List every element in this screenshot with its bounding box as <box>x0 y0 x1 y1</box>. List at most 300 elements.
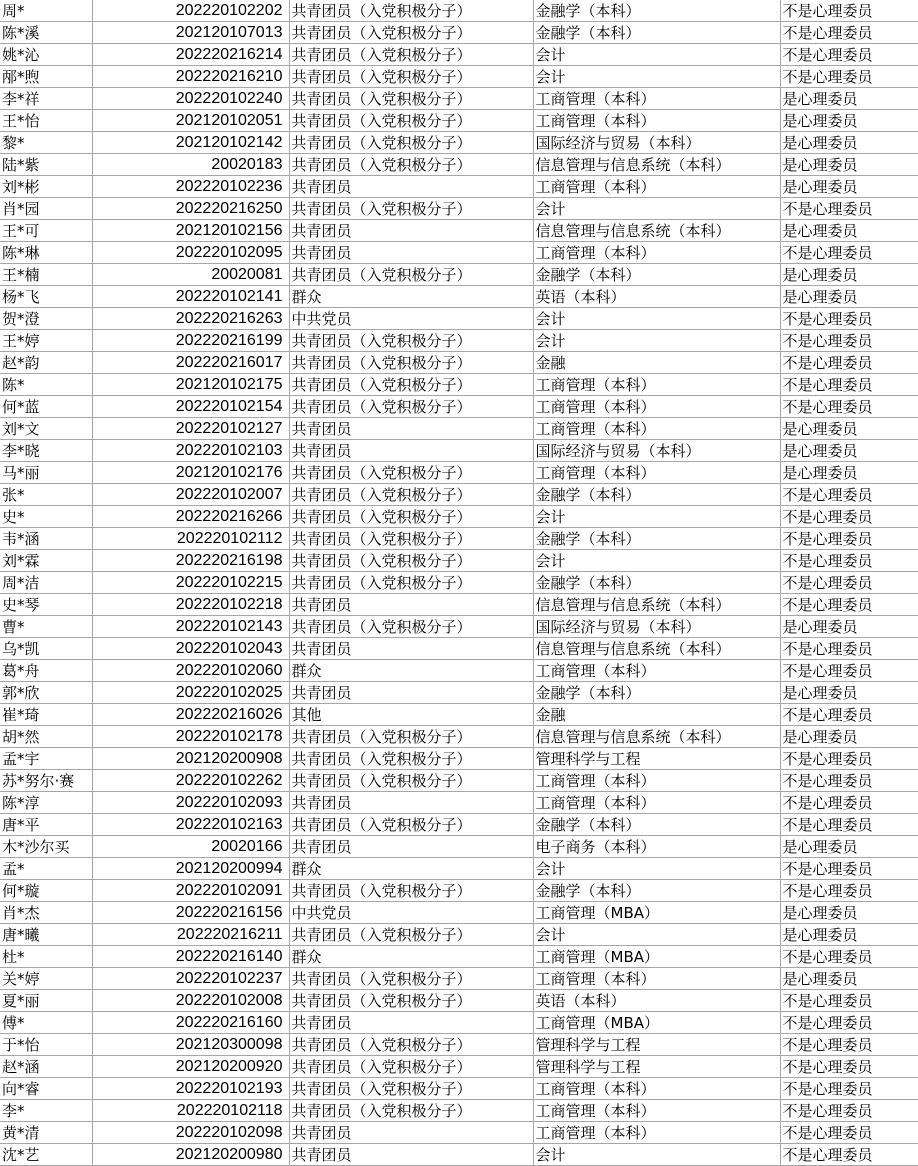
student-id-cell[interactable]: 202220216017 <box>92 352 289 374</box>
political-status-cell[interactable]: 共青团员 <box>289 638 533 660</box>
name-cell[interactable]: 刘*霖 <box>0 550 92 572</box>
major-cell[interactable]: 管理科学与工程 <box>533 748 780 770</box>
name-cell[interactable]: 张* <box>0 484 92 506</box>
political-status-cell[interactable]: 共青团员（入党积极分子） <box>289 1078 533 1100</box>
political-status-cell[interactable]: 共青团员（入党积极分子） <box>289 572 533 594</box>
committee-status-cell[interactable]: 不是心理委员 <box>780 792 918 814</box>
political-status-cell[interactable]: 共青团员（入党积极分子） <box>289 132 533 154</box>
major-cell[interactable]: 电子商务（本科） <box>533 836 780 858</box>
committee-status-cell[interactable]: 不是心理委员 <box>780 484 918 506</box>
student-id-cell[interactable]: 202220102091 <box>92 880 289 902</box>
student-id-cell[interactable]: 202220102141 <box>92 286 289 308</box>
name-cell[interactable]: 陈*淳 <box>0 792 92 814</box>
student-id-cell[interactable]: 202120200994 <box>92 858 289 880</box>
committee-status-cell[interactable]: 是心理委员 <box>780 924 918 946</box>
student-id-cell[interactable]: 202220102215 <box>92 572 289 594</box>
name-cell[interactable]: 陈* <box>0 374 92 396</box>
committee-status-cell[interactable]: 是心理委员 <box>780 616 918 638</box>
table-row <box>0 616 918 638</box>
name-cell[interactable]: 沈*艺 <box>0 1144 92 1166</box>
name-cell[interactable]: 史*琴 <box>0 594 92 616</box>
political-status-cell[interactable]: 共青团员（入党积极分子） <box>289 88 533 110</box>
committee-status-cell[interactable]: 不是心理委员 <box>780 374 918 396</box>
committee-status-cell[interactable]: 不是心理委员 <box>780 308 918 330</box>
major-cell[interactable]: 会计 <box>533 506 780 528</box>
major-cell[interactable]: 英语（本科） <box>533 990 780 1012</box>
name-cell[interactable]: 傅* <box>0 1012 92 1034</box>
committee-status-cell[interactable]: 是心理委员 <box>780 176 918 198</box>
table-row <box>0 594 918 616</box>
student-id-cell[interactable]: 202220216140 <box>92 946 289 968</box>
committee-status-cell[interactable]: 是心理委员 <box>780 264 918 286</box>
committee-status-cell[interactable]: 是心理委员 <box>780 726 918 748</box>
student-id-cell[interactable]: 202220102112 <box>92 528 289 550</box>
committee-status-cell[interactable]: 不是心理委员 <box>780 1122 918 1144</box>
student-id-cell[interactable]: 202220216266 <box>92 506 289 528</box>
political-status-cell[interactable]: 共青团员 <box>289 836 533 858</box>
student-id-cell[interactable]: 202220216210 <box>92 66 289 88</box>
committee-status-cell[interactable]: 是心理委员 <box>780 682 918 704</box>
student-id-cell[interactable]: 202220102060 <box>92 660 289 682</box>
table-row <box>0 440 918 462</box>
name-cell[interactable]: 唐*曦 <box>0 924 92 946</box>
name-cell[interactable]: 周*洁 <box>0 572 92 594</box>
table-row <box>0 484 918 506</box>
political-status-cell[interactable]: 共青团员（入党积极分子） <box>289 66 533 88</box>
table-row <box>0 154 918 176</box>
committee-status-cell[interactable]: 不是心理委员 <box>780 506 918 528</box>
student-id-cell[interactable]: 202220102143 <box>92 616 289 638</box>
political-status-cell[interactable]: 共青团员 <box>289 1122 533 1144</box>
name-cell[interactable]: 苏*努尔·赛 <box>0 770 92 792</box>
major-cell[interactable]: 会计 <box>533 66 780 88</box>
student-id-cell[interactable]: 202220102262 <box>92 770 289 792</box>
committee-status-cell[interactable]: 不是心理委员 <box>780 946 918 968</box>
student-id-cell[interactable]: 202220102193 <box>92 1078 289 1100</box>
major-cell[interactable]: 会计 <box>533 1144 780 1166</box>
committee-status-cell[interactable]: 不是心理委员 <box>780 0 918 22</box>
student-id-cell[interactable]: 202220102202 <box>92 0 289 22</box>
student-id-cell[interactable]: 202220216214 <box>92 44 289 66</box>
student-id-cell[interactable]: 20020166 <box>92 836 289 858</box>
table-row <box>0 968 918 990</box>
political-status-cell[interactable]: 共青团员（入党积极分子） <box>289 0 533 22</box>
political-status-cell[interactable]: 中共党员 <box>289 902 533 924</box>
table-row <box>0 506 918 528</box>
major-cell[interactable]: 工商管理（本科） <box>533 1078 780 1100</box>
political-status-cell[interactable]: 共青团员（入党积极分子） <box>289 110 533 132</box>
student-id-cell[interactable]: 202120102176 <box>92 462 289 484</box>
table-row <box>0 308 918 330</box>
student-id-cell[interactable]: 202220102163 <box>92 814 289 836</box>
table-row <box>0 792 918 814</box>
committee-status-cell[interactable]: 是心理委员 <box>780 462 918 484</box>
student-id-cell[interactable]: 202220102043 <box>92 638 289 660</box>
table-row <box>0 0 918 22</box>
political-status-cell[interactable]: 共青团员（入党积极分子） <box>289 506 533 528</box>
name-cell[interactable]: 曹* <box>0 616 92 638</box>
political-status-cell[interactable]: 共青团员 <box>289 176 533 198</box>
committee-status-cell[interactable]: 不是心理委员 <box>780 1144 918 1166</box>
committee-status-cell[interactable]: 不是心理委员 <box>780 1078 918 1100</box>
table-row <box>0 660 918 682</box>
student-id-cell[interactable]: 202220102103 <box>92 440 289 462</box>
committee-status-cell[interactable]: 不是心理委员 <box>780 22 918 44</box>
political-status-cell[interactable]: 共青团员（入党积极分子） <box>289 1034 533 1056</box>
name-cell[interactable]: 王*可 <box>0 220 92 242</box>
political-status-cell[interactable]: 共青团员（入党积极分子） <box>289 198 533 220</box>
name-cell[interactable]: 韦*涵 <box>0 528 92 550</box>
committee-status-cell[interactable]: 是心理委员 <box>780 968 918 990</box>
student-id-cell[interactable]: 202220102007 <box>92 484 289 506</box>
name-cell[interactable]: 刘*文 <box>0 418 92 440</box>
name-cell[interactable]: 葛*舟 <box>0 660 92 682</box>
major-cell[interactable]: 管理科学与工程 <box>533 1056 780 1078</box>
committee-status-cell[interactable]: 不是心理委员 <box>780 770 918 792</box>
political-status-cell[interactable]: 共青团员（入党积极分子） <box>289 528 533 550</box>
table-row <box>0 22 918 44</box>
major-cell[interactable]: 国际经济与贸易（本科） <box>533 440 780 462</box>
table-row <box>0 748 918 770</box>
name-cell[interactable]: 邴*煦 <box>0 66 92 88</box>
name-cell[interactable]: 李* <box>0 1100 92 1122</box>
committee-status-cell[interactable]: 是心理委员 <box>780 902 918 924</box>
political-status-cell[interactable]: 共青团员 <box>289 594 533 616</box>
name-cell[interactable]: 关*婷 <box>0 968 92 990</box>
table-row <box>0 770 918 792</box>
political-status-cell[interactable]: 共青团员（入党积极分子） <box>289 990 533 1012</box>
committee-status-cell[interactable]: 是心理委员 <box>780 110 918 132</box>
student-id-cell[interactable]: 202220102095 <box>92 242 289 264</box>
committee-status-cell[interactable]: 不是心理委员 <box>780 814 918 836</box>
major-cell[interactable]: 信息管理与信息系统（本科） <box>533 726 780 748</box>
political-status-cell[interactable]: 共青团员（入党积极分子） <box>289 44 533 66</box>
major-cell[interactable]: 工商管理（本科） <box>533 968 780 990</box>
political-status-cell[interactable]: 共青团员 <box>289 418 533 440</box>
student-id-cell[interactable]: 202220102098 <box>92 1122 289 1144</box>
committee-status-cell[interactable]: 不是心理委员 <box>780 572 918 594</box>
political-status-cell[interactable]: 共青团员 <box>289 220 533 242</box>
major-cell[interactable]: 工商管理（MBA） <box>533 1012 780 1034</box>
major-cell[interactable]: 国际经济与贸易（本科） <box>533 616 780 638</box>
political-status-cell[interactable]: 共青团员（入党积极分子） <box>289 924 533 946</box>
student-id-cell[interactable]: 202120200908 <box>92 748 289 770</box>
political-status-cell[interactable]: 共青团员（入党积极分子） <box>289 616 533 638</box>
political-status-cell[interactable]: 共青团员（入党积极分子） <box>289 1100 533 1122</box>
political-status-cell[interactable]: 共青团员（入党积极分子） <box>289 396 533 418</box>
table-row <box>0 352 918 374</box>
table-row <box>0 220 918 242</box>
major-cell[interactable]: 信息管理与信息系统（本科） <box>533 154 780 176</box>
name-cell[interactable]: 郭*欣 <box>0 682 92 704</box>
committee-status-cell[interactable]: 不是心理委员 <box>780 638 918 660</box>
committee-status-cell[interactable]: 不是心理委员 <box>780 242 918 264</box>
committee-status-cell[interactable]: 不是心理委员 <box>780 550 918 572</box>
committee-status-cell[interactable]: 不是心理委员 <box>780 330 918 352</box>
political-status-cell[interactable]: 共青团员 <box>289 242 533 264</box>
student-id-cell[interactable]: 202120200920 <box>92 1056 289 1078</box>
political-status-cell[interactable]: 群众 <box>289 946 533 968</box>
table-row <box>0 1100 918 1122</box>
name-cell[interactable]: 孟* <box>0 858 92 880</box>
major-cell[interactable]: 会计 <box>533 308 780 330</box>
political-status-cell[interactable]: 共青团员（入党积极分子） <box>289 374 533 396</box>
major-cell[interactable]: 工商管理（本科） <box>533 396 780 418</box>
student-id-cell[interactable]: 202220102237 <box>92 968 289 990</box>
major-cell[interactable]: 工商管理（本科） <box>533 418 780 440</box>
name-cell[interactable]: 李*晓 <box>0 440 92 462</box>
political-status-cell[interactable]: 共青团员 <box>289 1012 533 1034</box>
committee-status-cell[interactable]: 是心理委员 <box>780 132 918 154</box>
student-id-cell[interactable]: 202120300098 <box>92 1034 289 1056</box>
committee-status-cell[interactable]: 不是心理委员 <box>780 594 918 616</box>
political-status-cell[interactable]: 共青团员（入党积极分子） <box>289 330 533 352</box>
major-cell[interactable]: 金融学（本科） <box>533 880 780 902</box>
committee-status-cell[interactable]: 是心理委员 <box>780 440 918 462</box>
committee-status-cell[interactable]: 是心理委员 <box>780 418 918 440</box>
political-status-cell[interactable]: 共青团员（入党积极分子） <box>289 1056 533 1078</box>
committee-status-cell[interactable]: 不是心理委员 <box>780 990 918 1012</box>
table-row <box>0 396 918 418</box>
political-status-cell[interactable]: 共青团员（入党积极分子） <box>289 352 533 374</box>
table-row <box>0 924 918 946</box>
table-row <box>0 726 918 748</box>
committee-status-cell[interactable]: 不是心理委员 <box>780 858 918 880</box>
student-id-cell[interactable]: 202220102025 <box>92 682 289 704</box>
student-id-cell[interactable]: 202220216198 <box>92 550 289 572</box>
student-id-cell[interactable]: 202220102093 <box>92 792 289 814</box>
political-status-cell[interactable]: 共青团员（入党积极分子） <box>289 484 533 506</box>
political-status-cell[interactable]: 共青团员 <box>289 1144 533 1166</box>
name-cell[interactable]: 马*丽 <box>0 462 92 484</box>
political-status-cell[interactable]: 共青团员（入党积极分子） <box>289 550 533 572</box>
table-row <box>0 198 918 220</box>
committee-status-cell[interactable]: 不是心理委员 <box>780 44 918 66</box>
major-cell[interactable]: 金融 <box>533 352 780 374</box>
table-row <box>0 946 918 968</box>
major-cell[interactable]: 金融学（本科） <box>533 682 780 704</box>
major-cell[interactable]: 信息管理与信息系统（本科） <box>533 594 780 616</box>
committee-status-cell[interactable]: 不是心理委员 <box>780 528 918 550</box>
table-row <box>0 418 918 440</box>
committee-status-cell[interactable]: 不是心理委员 <box>780 66 918 88</box>
major-cell[interactable]: 工商管理（本科） <box>533 242 780 264</box>
political-status-cell[interactable]: 群众 <box>289 286 533 308</box>
major-cell[interactable]: 信息管理与信息系统（本科） <box>533 638 780 660</box>
name-cell[interactable]: 李*祥 <box>0 88 92 110</box>
student-id-cell[interactable]: 202220216160 <box>92 1012 289 1034</box>
name-cell[interactable]: 周* <box>0 0 92 22</box>
committee-status-cell[interactable]: 不是心理委员 <box>780 396 918 418</box>
major-cell[interactable]: 会计 <box>533 924 780 946</box>
major-cell[interactable]: 金融学（本科） <box>533 528 780 550</box>
name-cell[interactable]: 陈*琳 <box>0 242 92 264</box>
political-status-cell[interactable]: 中共党员 <box>289 308 533 330</box>
political-status-cell[interactable]: 共青团员（入党积极分子） <box>289 264 533 286</box>
name-cell[interactable]: 夏*丽 <box>0 990 92 1012</box>
student-id-cell[interactable]: 202220102154 <box>92 396 289 418</box>
name-cell[interactable]: 肖*园 <box>0 198 92 220</box>
major-cell[interactable]: 工商管理（本科） <box>533 176 780 198</box>
major-cell[interactable]: 金融学（本科） <box>533 572 780 594</box>
table-row <box>0 1012 918 1034</box>
student-id-cell[interactable]: 202220102127 <box>92 418 289 440</box>
political-status-cell[interactable]: 共青团员（入党积极分子） <box>289 462 533 484</box>
major-cell[interactable]: 会计 <box>533 550 780 572</box>
name-cell[interactable]: 陆*紫 <box>0 154 92 176</box>
major-cell[interactable]: 会计 <box>533 44 780 66</box>
major-cell[interactable]: 金融学（本科） <box>533 264 780 286</box>
table-row <box>0 1078 918 1100</box>
table-row <box>0 528 918 550</box>
table-row <box>0 176 918 198</box>
committee-status-cell[interactable]: 是心理委员 <box>780 836 918 858</box>
name-cell[interactable]: 木*沙尔买 <box>0 836 92 858</box>
major-cell[interactable]: 工商管理（本科） <box>533 660 780 682</box>
committee-status-cell[interactable]: 是心理委员 <box>780 154 918 176</box>
major-cell[interactable]: 工商管理（本科） <box>533 792 780 814</box>
political-status-cell[interactable]: 共青团员（入党积极分子） <box>289 968 533 990</box>
name-cell[interactable]: 陈*溪 <box>0 22 92 44</box>
student-id-cell[interactable]: 202120102175 <box>92 374 289 396</box>
student-id-cell[interactable]: 202120102156 <box>92 220 289 242</box>
name-cell[interactable]: 王*楠 <box>0 264 92 286</box>
student-id-cell[interactable]: 202120102142 <box>92 132 289 154</box>
major-cell[interactable]: 金融学（本科） <box>533 484 780 506</box>
major-cell[interactable]: 会计 <box>533 198 780 220</box>
major-cell[interactable]: 工商管理（本科） <box>533 110 780 132</box>
major-cell[interactable]: 工商管理（本科） <box>533 1122 780 1144</box>
political-status-cell[interactable]: 共青团员（入党积极分子） <box>289 814 533 836</box>
committee-status-cell[interactable]: 不是心理委员 <box>780 1100 918 1122</box>
committee-status-cell[interactable]: 是心理委员 <box>780 220 918 242</box>
major-cell[interactable]: 工商管理（MBA） <box>533 946 780 968</box>
student-id-cell[interactable]: 202220102240 <box>92 88 289 110</box>
committee-status-cell[interactable]: 是心理委员 <box>780 88 918 110</box>
major-cell[interactable]: 工商管理（本科） <box>533 88 780 110</box>
student-id-cell[interactable]: 202220216156 <box>92 902 289 924</box>
major-cell[interactable]: 金融 <box>533 704 780 726</box>
committee-status-cell[interactable]: 不是心理委员 <box>780 880 918 902</box>
committee-status-cell[interactable]: 不是心理委员 <box>780 198 918 220</box>
political-status-cell[interactable]: 共青团员（入党积极分子） <box>289 726 533 748</box>
major-cell[interactable]: 会计 <box>533 858 780 880</box>
student-id-cell[interactable]: 202220102008 <box>92 990 289 1012</box>
political-status-cell[interactable]: 共青团员 <box>289 440 533 462</box>
committee-status-cell[interactable]: 是心理委员 <box>780 286 918 308</box>
student-id-cell[interactable]: 202220216211 <box>92 924 289 946</box>
major-cell[interactable]: 金融学（本科） <box>533 22 780 44</box>
name-cell[interactable]: 肖*杰 <box>0 902 92 924</box>
table-row <box>0 990 918 1012</box>
major-cell[interactable]: 金融学（本科） <box>533 0 780 22</box>
major-cell[interactable]: 工商管理（本科） <box>533 770 780 792</box>
committee-status-cell[interactable]: 不是心理委员 <box>780 748 918 770</box>
table-row <box>0 44 918 66</box>
committee-status-cell[interactable]: 不是心理委员 <box>780 352 918 374</box>
name-cell[interactable]: 胡*然 <box>0 726 92 748</box>
name-cell[interactable]: 贺*澄 <box>0 308 92 330</box>
major-cell[interactable]: 工商管理（本科） <box>533 374 780 396</box>
name-cell[interactable]: 杨*飞 <box>0 286 92 308</box>
name-cell[interactable]: 何*璇 <box>0 880 92 902</box>
student-id-cell[interactable]: 20020183 <box>92 154 289 176</box>
name-cell[interactable]: 赵*涵 <box>0 1056 92 1078</box>
student-id-cell[interactable]: 20020081 <box>92 264 289 286</box>
political-status-cell[interactable]: 共青团员（入党积极分子） <box>289 880 533 902</box>
student-id-cell[interactable]: 202120102051 <box>92 110 289 132</box>
table-row <box>0 902 918 924</box>
name-cell[interactable]: 孟*宇 <box>0 748 92 770</box>
committee-status-cell[interactable]: 不是心理委员 <box>780 1056 918 1078</box>
major-cell[interactable]: 国际经济与贸易（本科） <box>533 132 780 154</box>
table-row <box>0 638 918 660</box>
student-id-cell[interactable]: 202220102236 <box>92 176 289 198</box>
political-status-cell[interactable]: 群众 <box>289 858 533 880</box>
student-id-cell[interactable]: 202220216199 <box>92 330 289 352</box>
political-status-cell[interactable]: 共青团员 <box>289 792 533 814</box>
committee-status-cell[interactable]: 不是心理委员 <box>780 1012 918 1034</box>
major-cell[interactable]: 信息管理与信息系统（本科） <box>533 220 780 242</box>
political-status-cell[interactable]: 其他 <box>289 704 533 726</box>
major-cell[interactable]: 会计 <box>533 330 780 352</box>
name-cell[interactable]: 何*蓝 <box>0 396 92 418</box>
student-id-cell[interactable]: 202220216263 <box>92 308 289 330</box>
student-id-cell[interactable]: 202120107013 <box>92 22 289 44</box>
major-cell[interactable]: 英语（本科） <box>533 286 780 308</box>
student-id-cell[interactable]: 202220102218 <box>92 594 289 616</box>
committee-status-cell[interactable]: 不是心理委员 <box>780 660 918 682</box>
committee-status-cell[interactable]: 不是心理委员 <box>780 1034 918 1056</box>
name-cell[interactable]: 唐*平 <box>0 814 92 836</box>
table-row <box>0 1034 918 1056</box>
table-row <box>0 704 918 726</box>
political-status-cell[interactable]: 群众 <box>289 660 533 682</box>
major-cell[interactable]: 金融学（本科） <box>533 814 780 836</box>
political-status-cell[interactable]: 共青团员 <box>289 682 533 704</box>
table-row <box>0 330 918 352</box>
committee-status-cell[interactable]: 不是心理委员 <box>780 704 918 726</box>
name-cell[interactable]: 刘*彬 <box>0 176 92 198</box>
name-cell[interactable]: 姚*沁 <box>0 44 92 66</box>
major-cell[interactable]: 管理科学与工程 <box>533 1034 780 1056</box>
name-cell[interactable]: 史* <box>0 506 92 528</box>
name-cell[interactable]: 黎* <box>0 132 92 154</box>
student-id-cell[interactable]: 202220216026 <box>92 704 289 726</box>
student-id-cell[interactable]: 202120200980 <box>92 1144 289 1166</box>
name-cell[interactable]: 杜* <box>0 946 92 968</box>
name-cell[interactable]: 王*婷 <box>0 330 92 352</box>
name-cell[interactable]: 乌*凯 <box>0 638 92 660</box>
student-id-cell[interactable]: 202220102178 <box>92 726 289 748</box>
name-cell[interactable]: 黄*清 <box>0 1122 92 1144</box>
student-id-cell[interactable]: 202220216250 <box>92 198 289 220</box>
name-cell[interactable]: 王*怡 <box>0 110 92 132</box>
major-cell[interactable]: 工商管理（本科） <box>533 462 780 484</box>
political-status-cell[interactable]: 共青团员（入党积极分子） <box>289 22 533 44</box>
name-cell[interactable]: 崔*琦 <box>0 704 92 726</box>
political-status-cell[interactable]: 共青团员（入党积极分子） <box>289 748 533 770</box>
name-cell[interactable]: 赵*韵 <box>0 352 92 374</box>
name-cell[interactable]: 向*睿 <box>0 1078 92 1100</box>
major-cell[interactable]: 工商管理（MBA） <box>533 902 780 924</box>
student-id-cell[interactable]: 202220102118 <box>92 1100 289 1122</box>
major-cell[interactable]: 工商管理（本科） <box>533 1100 780 1122</box>
political-status-cell[interactable]: 共青团员（入党积极分子） <box>289 770 533 792</box>
political-status-cell[interactable]: 共青团员（入党积极分子） <box>289 154 533 176</box>
name-cell[interactable]: 于*怡 <box>0 1034 92 1056</box>
table-row <box>0 1122 918 1144</box>
